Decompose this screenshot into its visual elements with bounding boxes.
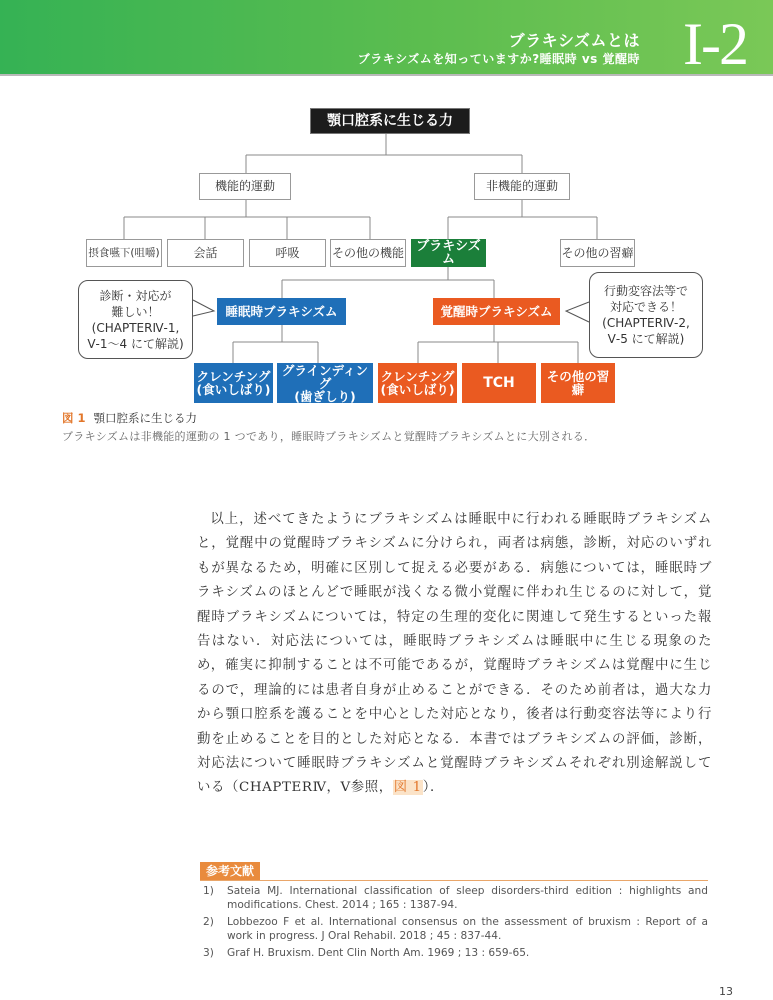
reference-item: 2) Lobbezoo F et al. International consensus on the assessment of bruxism : Report of a work in progress. J Oral Rehabil. 2018 ; 45 : 837-44.: [203, 916, 708, 942]
figure-description: ブラキシズムは非機能的運動の 1 つであり，睡眠時ブラキシズムと覚醒時ブラキシズムとに大別される．: [62, 430, 596, 443]
node-speech: 会話: [167, 239, 244, 267]
node-other-habits: その他の習癖: [560, 239, 635, 267]
reference-item: 3) Graf H. Bruxism. Dent Clin North Am. 1969 ; 13 : 659-65.: [203, 947, 530, 959]
node-sleep-clenching: クレンチング (食いしばり): [194, 363, 273, 403]
node-sleep-grinding: グラインディング (歯ぎしり): [277, 363, 373, 403]
figure-number: 図 1: [62, 411, 86, 425]
callout-sleep: 診断・対応が 難しい！ (CHAPTERⅣ-1, Ⅴ-1～4 にて解説): [78, 280, 193, 359]
node-awake-bruxism: 覚醒時ブラキシズム: [433, 298, 560, 325]
callout-awake: 行動変容法等で 対応できる！ (CHAPTERⅣ-2, Ⅴ-5 にて解説): [589, 272, 703, 358]
node-awake-other-habits: その他の習癖: [541, 363, 615, 403]
reference-item: 1) Sateia MJ. International classification of sleep disorders-third edition : highlights and modifications. Chest. 2014 ; 165 : 1387-94.: [203, 885, 708, 911]
root-node: 顎口腔系に生じる力: [310, 108, 470, 134]
page-number: 13: [719, 985, 733, 998]
node-awake-clenching: クレンチング (食いしばり): [378, 363, 457, 403]
node-breathing: 呼吸: [249, 239, 326, 267]
node-nonfunctional: 非機能的運動: [474, 173, 570, 200]
force-classification-diagram: [0, 0, 773, 410]
node-functional: 機能的運動: [199, 173, 291, 200]
node-swallowing: 摂食嚥下(咀嚼): [86, 239, 162, 267]
figure-title: 顎口腔系に生じる力: [93, 411, 198, 425]
chapter-title: ブラキシズムとは: [508, 31, 640, 50]
body-paragraph: 以上，述べてきたようにブラキシズムは睡眠中に行われる睡眠時ブラキシズムと，覚醒中の覚醒時ブラキシズムに分けられ，両者は病態，診断，対応のいずれもが異なるため，明確に区別して捉える必要がある．病態については，睡眠時ブラキシズムのほとんどで睡眠が浅くなる微小覚醒に伴われ生じるのに対して，覚醒時ブラキシズムについては，特定の生理的変化に関連して発生するといった報告はない．対応法については，睡眠時ブラキシズムは睡眠中に生じる現象のため，確実に抑制することは不可能であるが，覚醒時ブラキシズムは覚醒中に生じるので，理論的には患者自身が止めることができる．そのため前者は，過大な力から顎口腔系を護ることを中心とした対応となり，後者は行動変容法等により行動を止めることを目的とした対応となる．本書ではブラキシズムの評価，診断，対応法について睡眠時ブラキシズムと覚醒時ブラキシズムそれぞれ別途解説している（CHAPTERⅣ，Ⅴ参照，図 1）．: [197, 512, 712, 796]
chapter-number: I-2: [683, 11, 747, 77]
node-sleep-bruxism: 睡眠時ブラキシズム: [217, 298, 346, 325]
references-heading: 参考文献: [200, 862, 260, 881]
references-list: [203, 885, 708, 965]
node-bruxism: ブラキシズム: [411, 239, 486, 267]
figure-reference-link[interactable]: 図 1: [393, 780, 422, 796]
figure-caption: [62, 410, 197, 426]
node-other-functions: その他の機能: [330, 239, 406, 267]
chapter-subtitle: ブラキシズムを知っていますか?睡眠時 vs 覚醒時: [357, 52, 640, 66]
node-tch: TCH: [462, 363, 536, 403]
references-divider: [200, 880, 708, 881]
